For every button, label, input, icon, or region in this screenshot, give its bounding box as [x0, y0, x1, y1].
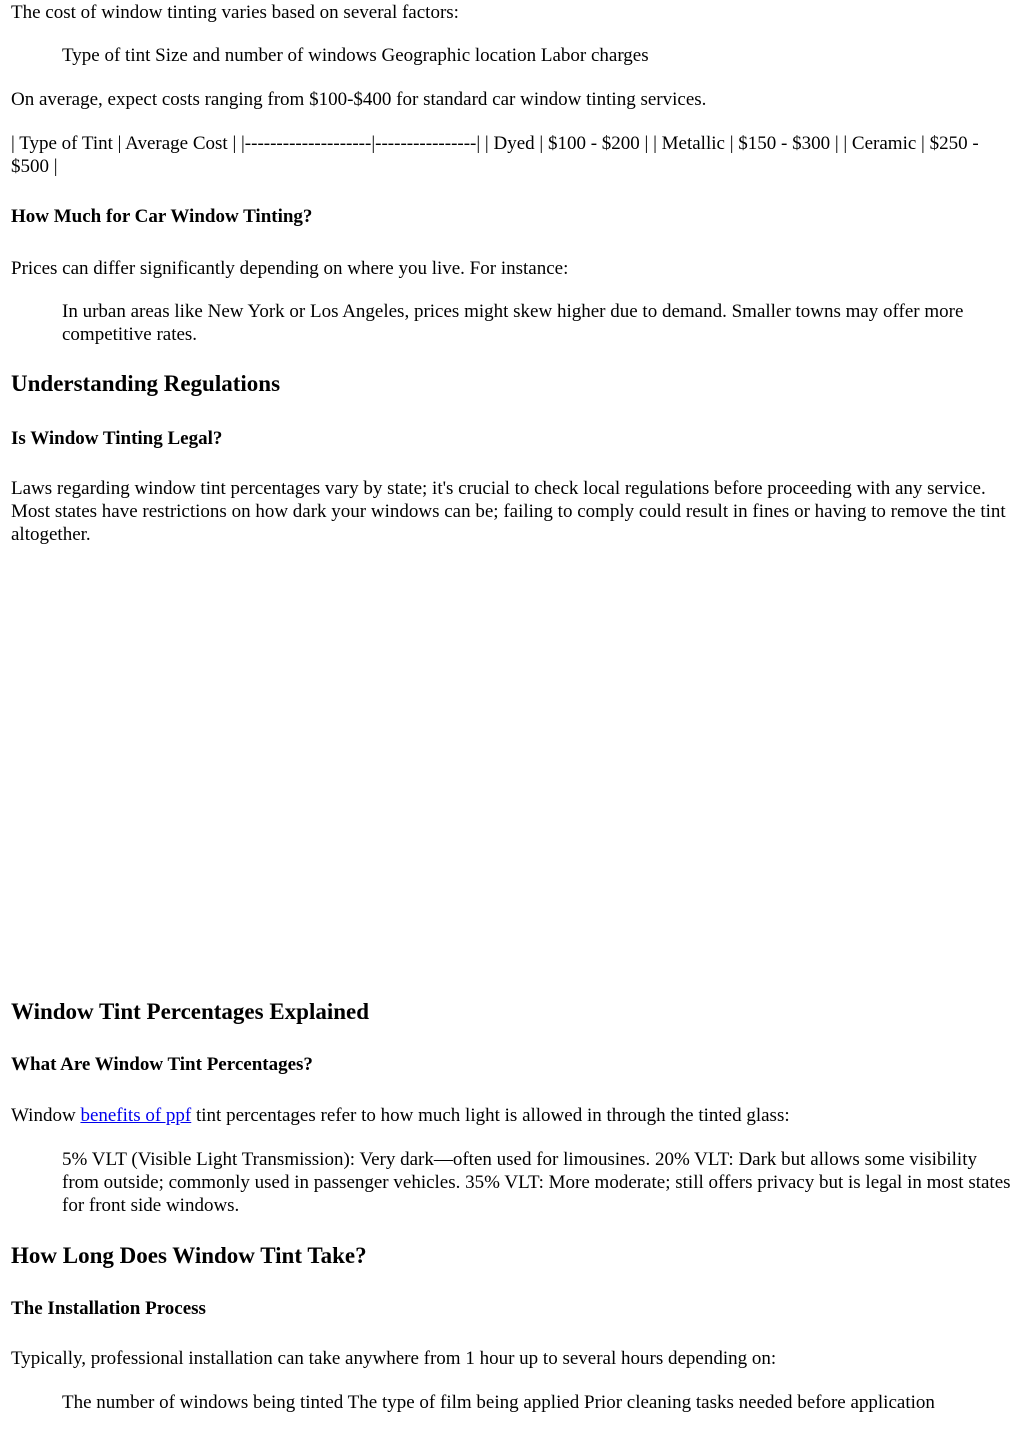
how-much-lead: Prices can differ significantly depending on where you live. For instance: [11, 258, 569, 279]
factors-lead: The cost of window tinting varies based on several factors: [11, 2, 459, 23]
average-cost-text: On average, expect costs ranging from $100-$400 for standard car window tinting services. [11, 89, 707, 110]
percentages-detail: 5% VLT (Visible Light Transmission): Very dark—often used for limousines. 20% VLT: Dark but allows some visibility from outside; commonly used in passenger vehicles. 35% VLT: More moderate; still offers privacy but is legal in most states for front side windows. [62, 1149, 1011, 1216]
factors-list: Type of tint Size and number of windows Geographic location Labor charges [62, 45, 649, 66]
regulations-body: Laws regarding window tint percentages vary by state; it's crucial to check local regulations before proceeding with any service. Most states have restrictions on how dark your windows can be; failing to comply could result in fines or having to remove the tint altogether. [11, 478, 1006, 545]
percentages-subheading: What Are Window Tint Percentages? [11, 1054, 313, 1075]
benefits-of-ppf-link[interactable]: benefits of ppf [80, 1105, 192, 1126]
legal-subheading: Is Window Tinting Legal? [11, 428, 223, 449]
tint-cost-table-text: | Type of Tint | Average Cost | |--------------------|----------------| | Dyed | $100 - $200 | | Metallic | $150 - $300 | | Ceramic | $250 - $500 | [11, 133, 979, 177]
percentages-body-start: Window [11, 1105, 81, 1126]
percentages-heading: Window Tint Percentages Explained [11, 999, 370, 1024]
duration-lead: Typically, professional installation can take anywhere from 1 hour up to several hours depending on: [11, 1348, 777, 1369]
percentages-body-end: tint percentages refer to how much light is allowed in through the tinted glass: [191, 1105, 790, 1126]
how-much-heading: How Much for Car Window Tinting? [11, 206, 313, 227]
duration-heading: How Long Does Window Tint Take? [11, 1243, 367, 1268]
installation-subheading: The Installation Process [11, 1298, 206, 1319]
percentages-body [11, 1104, 1015, 1127]
regulations-heading: Understanding Regulations [11, 371, 281, 396]
duration-detail: The number of windows being tinted The type of film being applied Prior cleaning tasks needed before application [62, 1392, 935, 1413]
how-much-detail: In urban areas like New York or Los Angeles, prices might skew higher due to demand. Smaller towns may offer more competitive rates. [62, 301, 964, 345]
